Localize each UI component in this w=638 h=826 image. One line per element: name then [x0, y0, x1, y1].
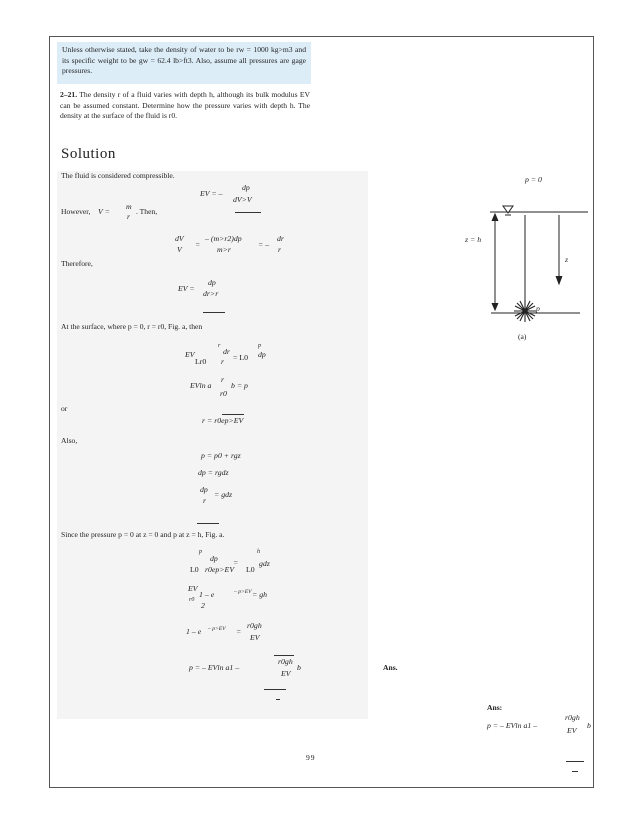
eq-int1-rhs-upper: p: [258, 343, 261, 349]
problem-text: The density r of a fluid varies with depth h, although its bulk modulus EV can be assumed constant. Determine how the pressure varies with depth h. The density at the surface of the fluid is r0.: [60, 90, 310, 121]
eq-int3-two: 2: [201, 601, 205, 610]
label-p0: p = 0: [525, 175, 542, 184]
eq-v-num: m: [126, 202, 132, 211]
figure-caption: (a): [518, 332, 527, 341]
eq-final-lhs: p = – EVln a1 –: [189, 663, 240, 672]
eq-dv-rhs-den: r: [278, 245, 282, 254]
eq-dv-den: V: [177, 245, 182, 254]
eq-equals: =: [195, 240, 201, 249]
eq-int2-upper: p: [199, 549, 202, 555]
eq-ln-rhs: b = p: [231, 381, 248, 390]
text-also: Also,: [61, 436, 78, 445]
solution-heading: Solution: [61, 146, 116, 162]
text-therefore: Therefore,: [61, 259, 93, 268]
eq-int1-rhs-d: dp: [258, 350, 266, 359]
eq-int2-eq: =: [233, 558, 239, 567]
eq-ln-num: r: [221, 375, 225, 384]
eq-ev-num: dp: [242, 183, 250, 192]
ans-tag: Ans.: [383, 663, 398, 672]
text-at-surface: At the surface, where p = 0, r = r0, Fig. a, then: [61, 322, 203, 331]
eq-ln: EVln a: [190, 381, 212, 390]
eq-rho: r = r0ep>EV: [202, 416, 244, 425]
text-since: Since the pressure p = 0 at z = 0 and p at z = h, Fig. a.: [61, 530, 225, 539]
eq-dp: dp = rgdz: [198, 468, 229, 477]
eq-exp-num: r0gh: [247, 621, 262, 630]
eq-dv-mid-den: m>r: [217, 245, 231, 254]
arrow-up-icon: [492, 214, 498, 221]
arrow-down-icon: [492, 303, 498, 310]
eq-int1-upper: r: [218, 343, 221, 349]
eq-int1-frac: dr: [223, 347, 230, 356]
answer-b: b: [587, 721, 591, 730]
givens-note: Unless otherwise stated, take the density of water to be rw = 1000 kg>m3 and its specific weight to be gw = 62.4 lb>ft3. Also, assume all pressures are gage pressures.: [57, 42, 311, 84]
eq-int3-exp: – p>EV: [234, 589, 252, 595]
eq-ev2-lhs: EV =: [178, 284, 195, 293]
eq-int1-rhs: = L0: [233, 353, 249, 362]
eq-int2-rhs: gdz: [259, 559, 270, 568]
eq-exp-lhs: 1 – e: [186, 627, 202, 636]
eq-exp-exp: – p>EV: [208, 626, 226, 632]
label-z: z: [565, 255, 569, 264]
eq-exp-den: EV: [250, 633, 260, 642]
label-zh: z = h: [465, 235, 482, 244]
eq-p: p = p0 + rgz: [201, 451, 241, 460]
eq-int3-rhs: = gh: [252, 590, 268, 599]
answer-eq: p = – EVln a1 –: [487, 721, 538, 730]
eq-v-lhs: V =: [98, 207, 110, 216]
page-number: 99: [306, 753, 316, 762]
eq-v-den: r: [127, 212, 131, 221]
eq-int2-den: r0ep>EV: [205, 565, 235, 574]
eq-int1-lhs: EV: [185, 350, 195, 359]
eq-ln-den: r0: [220, 389, 227, 398]
eq-dv-mid-num: – (m>r2)dp: [205, 234, 242, 243]
eq-exp-eq: =: [236, 627, 242, 636]
answer-num: r0gh: [565, 713, 580, 722]
eq-dpr-num: dp: [200, 485, 208, 494]
eq-ev2-num: dp: [208, 278, 216, 287]
eq-int3-a: EV: [188, 584, 198, 593]
pressure-point-icon: [514, 300, 536, 322]
eq-dpr-rhs: = gdz: [214, 490, 233, 499]
problem-number: 2–21.: [60, 90, 78, 99]
label-p: p: [536, 304, 540, 313]
z-arrow-icon: [556, 276, 562, 284]
text-however: However,: [61, 207, 91, 216]
text-compressible: The fluid is considered compressible.: [61, 171, 175, 180]
eq-dv-rhs-num: dr: [277, 234, 284, 243]
text-or: or: [61, 404, 68, 413]
eq-final-b: b: [297, 663, 301, 672]
eq-int3-c: 1 – e: [199, 590, 215, 599]
answer-label: Ans:: [487, 703, 503, 712]
eq-int1-lower: Lr0: [195, 357, 207, 366]
eq-final-num: r0gh: [278, 657, 293, 666]
eq-int2-rhs-upper: h: [257, 549, 260, 555]
text-then: . Then,: [136, 207, 158, 216]
eq-dv-rhs: = –: [258, 240, 270, 249]
eq-int2-lower: L0: [190, 565, 199, 574]
eq-final-den: EV: [281, 669, 291, 678]
eq-int2-rhs-lower: L0: [246, 565, 255, 574]
eq-int1-frac-den: r: [221, 357, 225, 366]
eq-int3-b: r0: [189, 597, 195, 603]
answer-den: EV: [567, 726, 577, 735]
eq-dv-num: dV: [175, 234, 184, 243]
eq-ev2-den: dr>r: [203, 289, 219, 298]
eq-ev-den: dV>V: [233, 195, 252, 204]
eq-int2-num: dp: [210, 554, 218, 563]
eq-dpr-den: r: [203, 496, 207, 505]
eq-ev-lhs: EV = –: [200, 189, 223, 198]
